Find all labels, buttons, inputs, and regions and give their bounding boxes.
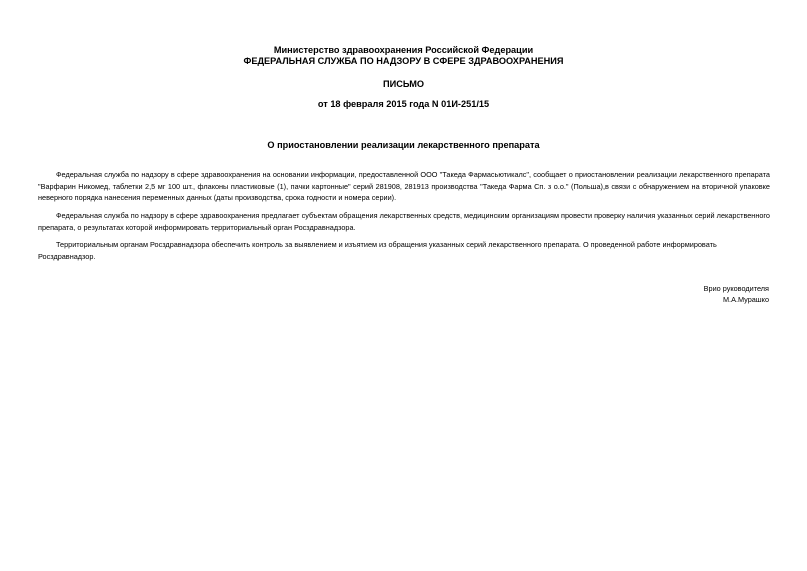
body-paragraph-2: Федеральная служба по надзору в сфере здравоохранения предлагает субъектам обращения лекарственных средств, медицинским организациям провести проверку наличия указанных серий лекарственного препарата, о результатах которой информировать территориальный орган Росздравнадзора. (38, 211, 770, 232)
signature-name: М.А.Мурашко (722, 295, 769, 304)
document-date-number: от 18 февраля 2015 года N 01И-251/15 (317, 99, 490, 109)
document-type: ПИСЬМО (382, 79, 425, 89)
ministry-name: Министерство здравоохранения Российской Федерации (273, 45, 534, 55)
service-name: ФЕДЕРАЛЬНАЯ СЛУЖБА ПО НАДЗОРУ В СФЕРЕ ЗДРАВООХРАНЕНИЯ (243, 56, 564, 66)
document-subject: О приостановлении реализации лекарственного препарата (267, 140, 540, 150)
body-paragraph-3: Территориальным органам Росздравнадзора обеспечить контроль за выявлением и изъятием из обращения указанных серий лекарственного препарата. О проведенной работе информировать Росздравнадзор. (38, 240, 717, 261)
body-paragraph-1: Федеральная служба по надзору в сфере здравоохранения на основании информации, предоставленной ООО "Такеда Фармасьютикалс", сообщает о приостановлении реализации лекарственного препарата "Варфарин Никомед, таблетки 2,5 мг 100 шт., флаконы пластиковые (1), пачки картонные" серий 281908, 281913 производства "Такеда Фарма Сп. з о.о." (Польша),в связи с обнаружением на вторичной упаковке неверного порядка нанесения переменных данных (даты производства, срока годности и номера серии). (38, 170, 770, 202)
signature-title: Врио руководителя (703, 284, 769, 293)
